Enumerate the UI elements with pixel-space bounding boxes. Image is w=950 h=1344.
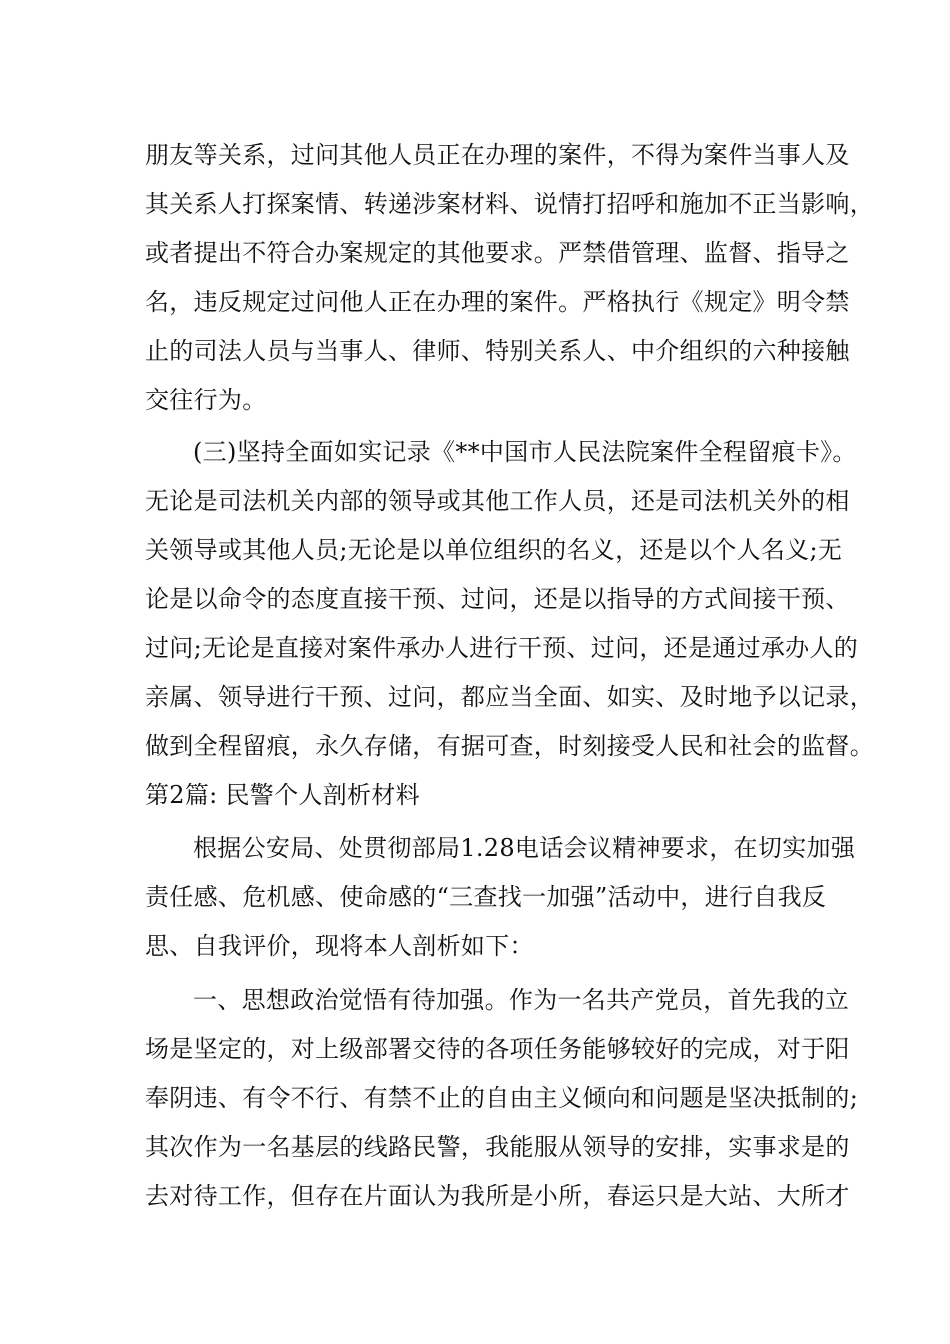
- paragraph-line-10: 论是以命令的态度直接干预、过问，还是以指导的方式间接干预、: [145, 585, 850, 613]
- article-title: 第2篇: 民警个人剖析材料: [145, 781, 420, 809]
- section-three-heading: (三)坚持全面如实记录《**中国市人民法院案件全程留痕卡》。: [193, 438, 857, 466]
- paragraph-line-13: 做到全程留痕，永久存储，有据可查，时刻接受人民和社会的监督。: [145, 732, 874, 760]
- paragraph-line-20: 奉阴违、有令不行、有禁不止的自由主义倾向和问题是坚决抵制的;: [145, 1084, 859, 1112]
- paragraph-line-8: 无论是司法机关内部的领导或其他工作人员，还是司法机关外的相: [145, 487, 850, 515]
- paragraph-line-11: 过问;无论是直接对案件承办人进行干预、过问，还是通过承办人的: [145, 634, 859, 662]
- paragraph-line-5: 止的司法人员与当事人、律师、特别关系人、中介组织的六种接触: [145, 337, 850, 365]
- paragraph-line-3: 或者提出不符合办案规定的其他要求。严禁借管理、监督、指导之: [145, 239, 850, 267]
- paragraph-line-2: 其关系人打探案情、转递涉案材料、说情打招呼和施加不正当影响，: [145, 190, 874, 218]
- paragraph-line-18: 一、思想政治觉悟有待加强。作为一名共产党员，首先我的立: [193, 986, 850, 1014]
- paragraph-line-16: 责任感、危机感、使命感的“三查找一加强”活动中，进行自我反: [145, 883, 827, 911]
- paragraph-line-9: 关领导或其他人员;无论是以单位组织的名义，还是以个人名义;无: [145, 536, 843, 564]
- paragraph-line-17: 思、自我评价，现将本人剖析如下：: [145, 932, 534, 960]
- paragraph-line-6: 交往行为。: [145, 386, 267, 414]
- paragraph-line-1: 朋友等关系，过问其他人员正在办理的案件，不得为案件当事人及: [145, 141, 850, 169]
- paragraph-line-19: 场是坚定的，对上级部署交待的各项任务能够较好的完成，对于阳: [145, 1035, 850, 1063]
- paragraph-line-21: 其次作为一名基层的线路民警，我能服从领导的安排，实事求是的: [145, 1133, 850, 1161]
- paragraph-line-22: 去对待工作，但存在片面认为我所是小所，春运只是大站、大所才: [145, 1182, 850, 1210]
- paragraph-line-15: 根据公安局、处贯彻部局1.28电话会议精神要求，在切实加强: [193, 834, 856, 862]
- paragraph-line-12: 亲属、领导进行干预、过问，都应当全面、如实、及时地予以记录，: [145, 683, 874, 711]
- paragraph-line-4: 名，违反规定过问他人正在办理的案件。严格执行《规定》明令禁: [145, 288, 850, 316]
